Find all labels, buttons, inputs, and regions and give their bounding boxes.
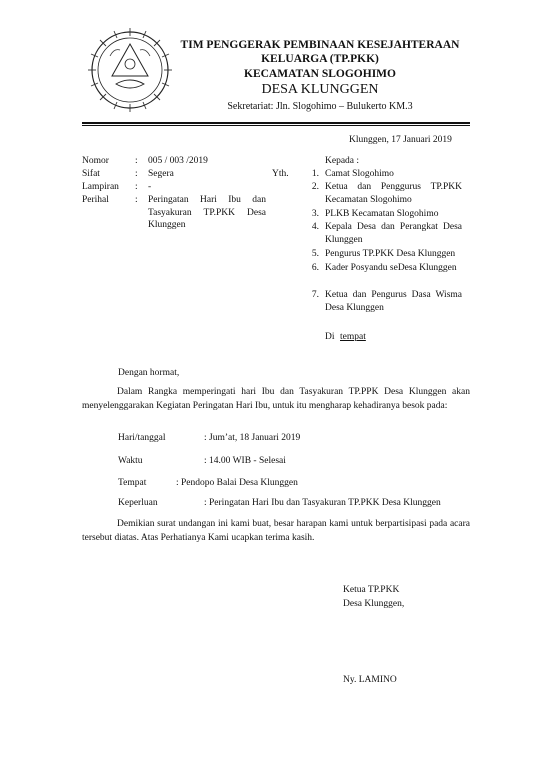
signature-place: Desa Klunggen,	[343, 599, 405, 609]
org-name-line1: TIM PENGGERAK PEMBINAAN KESEJAHTERAAN	[180, 39, 460, 51]
meta-sep: :	[135, 156, 138, 166]
signature-name: Ny. LAMINO	[343, 675, 397, 685]
header-rule-thick	[82, 122, 470, 124]
body-paragraph: Dalam Rangka memperingati hari Ibu dan Tasyakuran TP.PPK Desa Klunggen akan menyelenggarakan Kegiatan Peringatan Hari Ibu, untuk itu mengharap kehadiranya besok pada:	[82, 387, 470, 411]
org-district: KECAMATAN SLOGOHIMO	[244, 68, 396, 80]
recipient-item: Camat Slogohimo	[325, 169, 394, 179]
recipient-number: 2.	[311, 182, 319, 192]
di-label: Di	[325, 332, 335, 342]
org-name-line2: KELUARGA (TP.PKK)	[261, 53, 379, 65]
detail-value-time: : 14.00 WIB - Selesai	[204, 456, 286, 466]
meta-sep: :	[135, 195, 138, 205]
recipient-item: Ketua dan Pengurus Dasa Wisma Desa Klunggen	[325, 290, 462, 313]
header-rule-thin	[82, 125, 470, 126]
village-seal-icon	[86, 26, 174, 114]
meta-label-lampiran: Lampiran	[82, 182, 119, 192]
recipient-item: Kader Posyandu seDesa Klunggen	[325, 263, 457, 273]
meta-value-nomor: 005 / 003 /2019	[148, 156, 208, 166]
yth-label: Yth.	[272, 169, 289, 179]
org-village: DESA KLUNGGEN	[261, 82, 379, 97]
di-place: tempat	[340, 332, 366, 342]
detail-value-date: : Jum’at, 18 Januari 2019	[204, 433, 301, 443]
meta-sep: :	[135, 182, 138, 192]
meta-value-perihal: Peringatan Hari Ibu dan Tasyakuran TP.PKK Desa Klunggen	[148, 195, 266, 231]
meta-sep: :	[135, 169, 138, 179]
recipient-number: 3.	[311, 209, 319, 219]
meta-value-lampiran: -	[148, 182, 152, 192]
recipient-item: Pengurus TP.PKK Desa Klunggen	[325, 249, 456, 259]
letter-date: Klunggen, 17 Januari 2019	[349, 135, 452, 145]
meta-label-perihal: Perihal	[82, 195, 109, 205]
org-address: Sekretariat: Jln. Slogohimo – Bulukerto KM.3	[227, 101, 413, 112]
detail-value-place: : Pendopo Balai Desa Klunggen	[176, 478, 298, 488]
meta-label-nomor: Nomor	[82, 156, 109, 166]
recipient-item: PLKB Kecamatan Slogohimo	[325, 209, 439, 219]
detail-label-purpose: Keperluan	[118, 498, 158, 508]
meta-label-sifat: Sifat	[82, 169, 100, 179]
detail-value-purpose: : Peringatan Hari Ibu dan Tasyakuran TP.PKK Desa Klunggen	[204, 498, 441, 508]
recipient-number: 1.	[311, 169, 319, 179]
recipient-number: 4.	[311, 222, 319, 232]
detail-label-place: Tempat	[118, 478, 147, 488]
kepada-label: Kepada :	[325, 156, 360, 166]
detail-label-time: Waktu	[118, 456, 143, 466]
recipient-number: 5.	[311, 249, 319, 259]
salutation: Dengan hormat,	[118, 368, 180, 378]
detail-label-date: Hari/tanggal	[118, 433, 166, 443]
recipient-number: 6.	[311, 263, 319, 273]
meta-value-sifat: Segera	[148, 169, 174, 179]
recipient-item: Kepala Desa dan Perangkat Desa Klunggen	[325, 222, 462, 245]
recipient-number: 7.	[311, 290, 319, 300]
recipient-item: Ketua dan Penggurus TP.PKK Kecamatan Slogohimo	[325, 182, 462, 205]
closing-paragraph: Demikian surat undangan ini kami buat, besar harapan kami untuk berpartisipasi pada acara tersebut diatas. Atas Perhatianya Kami ucapkan terima kasih.	[82, 519, 470, 543]
signature-title: Ketua TP.PKK	[343, 585, 400, 595]
